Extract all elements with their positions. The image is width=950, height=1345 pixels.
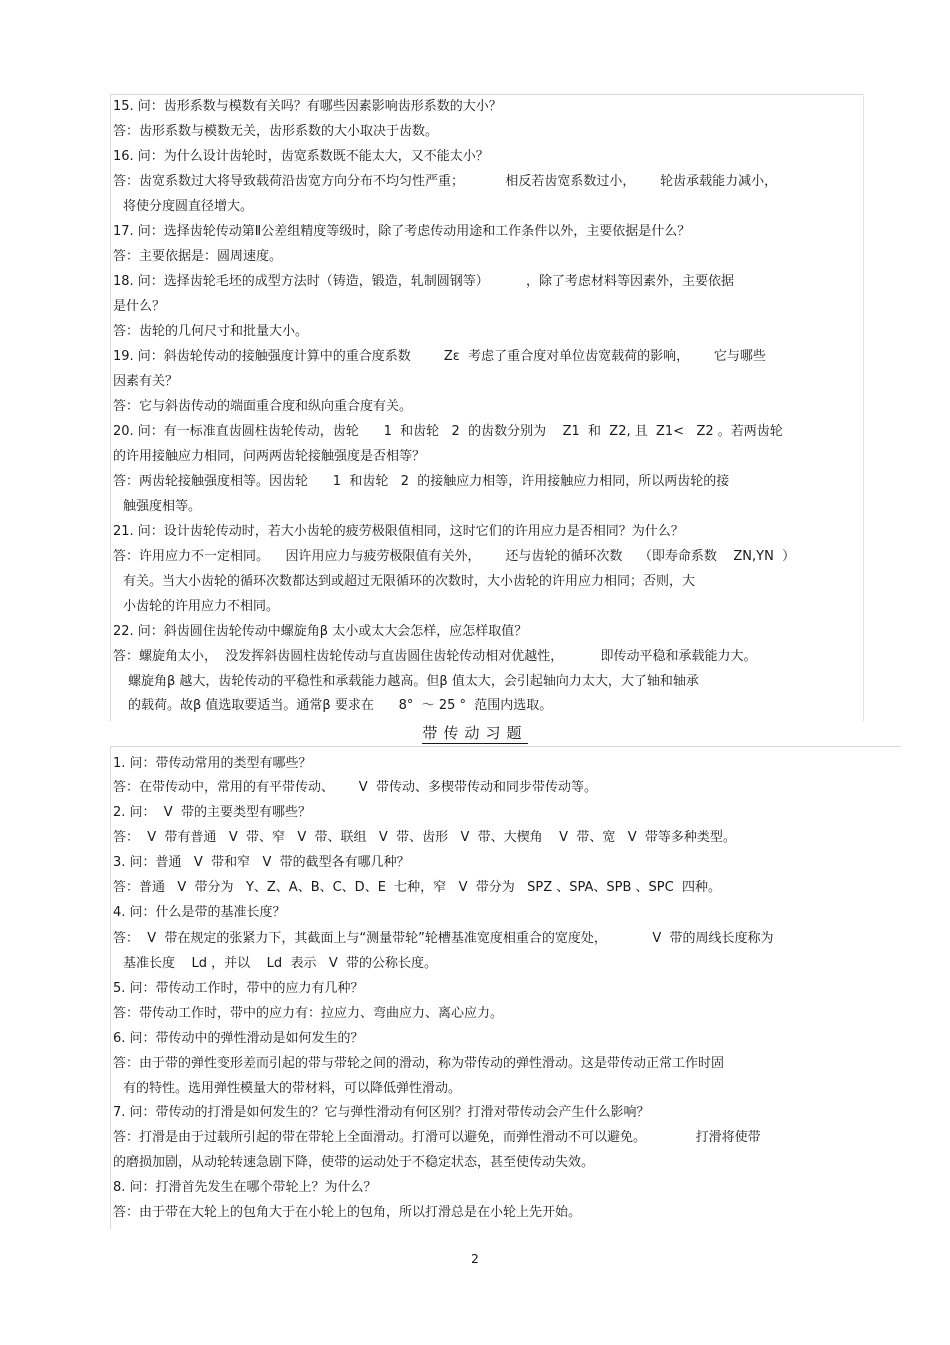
- question-line: 6. 问：带传动中的弹性滑动是如何发生的？: [113, 1031, 364, 1046]
- question-line: 5. 问：带传动工作时，带中的应力有几种？: [113, 981, 364, 996]
- answer-line: 答：由于带的弹性变形差而引起的带与带轮之间的滑动，称为带传动的弹性滑动。这是带传动正常工作时固: [113, 1056, 725, 1071]
- answer-line: 答： V 带在规定的张紧力下，其截面上与“测量带轮”轮槽基准宽度相重合的宽度处， V 带的周线长度称为: [113, 931, 774, 946]
- answer-line: 答： V 带有普通 V 带、窄 V 带、联组 V 带、齿形 V 带、大楔角 V 带、宽 V 带等多种类型。: [113, 830, 736, 845]
- answer-line: 答：许用应力不一定相同。 因许用应力与疲劳极限值有关外， 还与齿轮的循环次数 （即寿命系数 ZN,YN ）: [113, 549, 796, 564]
- answer-line: 答：主要依据是：圆周速度。: [113, 249, 283, 264]
- question-line: 1. 问：带传动常用的类型有哪些？: [113, 756, 312, 771]
- question-line: 2. 问： V 带的主要类型有哪些？: [113, 805, 311, 820]
- answer-line: 触强度相等。: [123, 499, 202, 514]
- question-line: 15. 问：齿形系数与模数有关吗？有哪些因素影响齿形系数的大小？: [113, 99, 502, 114]
- answer-line: 答：由于带在大轮上的包角大于在小轮上的包角，所以打滑总是在小轮上先开始。: [113, 1205, 582, 1220]
- answer-line: 的磨损加剧，从动轮转速急剧下降，使带的运动处于不稳定状态，甚至使传动失效。: [113, 1155, 595, 1170]
- question-line: 20. 问：有一标准直齿圆柱齿轮传动，齿轮 1 和齿轮 2 的齿数分别为 Z1 和 Z2, 且 Z1< Z2 。若两齿轮: [113, 424, 783, 439]
- question-line: 16. 问：为什么设计齿轮时，齿宽系数既不能太大，又不能太小？: [113, 149, 489, 164]
- answer-line: 有的特性。选用弹性模量大的带材料，可以降低弹性滑动。: [123, 1081, 462, 1096]
- page-number: 2: [471, 1252, 479, 1266]
- answer-line: 将使分度圆直径增大。: [123, 199, 254, 214]
- question-line: 4. 问：什么是带的基准长度？: [113, 905, 286, 920]
- answer-line: 有关。当大小齿轮的循环次数都达到或超过无限循环的次数时，大小齿轮的许用应力相同；否则，大: [123, 574, 696, 589]
- question-line: 22. 问：斜齿圆住齿轮传动中螺旋角β 太小或太大会怎样，应怎样取值？: [113, 624, 528, 639]
- answer-line: 答：齿形系数与模数无关，齿形系数的大小取决于齿数。: [113, 124, 439, 139]
- question-line: 7. 问：带传动的打滑是如何发生的？它与弹性滑动有何区别？打滑对带传动会产生什么影响？: [113, 1105, 650, 1120]
- answer-line: 答：普通 V 带分为 Y、Z、A、B、C、D、E 七种，窄 V 带分为 SPZ 、SPA、SPB 、SPC 四种。: [113, 880, 721, 895]
- question-line: 19. 问：斜齿轮传动的接触强度计算中的重合度系数 Zε 考虑了重合度对单位齿宽载荷的影响， 它与哪些: [113, 349, 766, 364]
- section-title: [0, 722, 950, 743]
- answer-line: 答：齿宽系数过大将导致载荷沿齿宽方向分布不均匀性严重； 相反若齿宽系数过小， 轮齿承载能力减小，: [113, 174, 778, 189]
- answer-line: 基准长度 Ld ，并以 Ld 表示 V 带的公称长度。: [123, 956, 437, 971]
- answer-line: 螺旋角β 越大，齿轮传动的平稳性和承载能力越高。但β 值太大，会引起轴向力太大，大了轴和轴承: [128, 674, 699, 689]
- question-line: 的许用接触应力相同，问两两齿轮接触强度是否相等？: [113, 449, 426, 464]
- answer-line: 答：在带传动中，常用的有平带传动、 V 带传动、多楔带传动和同步带传动等。: [113, 780, 597, 795]
- answer-line: 的载荷。故β 值选取要适当。通常β 要求在 8° ～ 25 ° 范围内选取。: [128, 698, 553, 713]
- answer-line: 答：带传动工作时，带中的应力有：拉应力、弯曲应力、离心应力。: [113, 1006, 504, 1021]
- question-line: 18. 问：选择齿轮毛坯的成型方法时（铸造，锻造，轧制圆钢等） ，除了考虑材料等因素外，主要依据: [113, 274, 734, 289]
- section-title-text: 带传动习题: [422, 724, 528, 742]
- question-line: 3. 问：普通 V 带和窄 V 带的截型各有哪几种？: [113, 855, 410, 870]
- question-line: 因素有关？: [113, 374, 179, 389]
- answer-line: 答：螺旋角太小， 没发挥斜齿圆柱齿轮传动与直齿圆住齿轮传动相对优越性， 即传动平稳和承载能力大。: [113, 649, 757, 664]
- answer-line: 答：打滑是由于过载所引起的带在带轮上全面滑动。打滑可以避免，而弹性滑动不可以避免。 打滑将使带: [113, 1130, 761, 1145]
- question-line: 是什么？: [113, 299, 166, 314]
- question-line: 21. 问：设计齿轮传动时，若大小齿轮的疲劳极限值相同，这时它们的许用应力是否相同？为什么？: [113, 524, 684, 539]
- answer-line: 小齿轮的许用应力不相同。: [123, 599, 280, 614]
- answer-line: 答：两齿轮接触强度相等。因齿轮 1 和齿轮 2 的接触应力相等，许用接触应力相同，所以两齿轮的接: [113, 474, 730, 489]
- question-line: 8. 问：打滑首先发生在哪个带轮上？为什么？: [113, 1180, 377, 1195]
- question-line: 17. 问：选择齿轮传动第Ⅱ公差组精度等级时，除了考虑传动用途和工作条件以外，主要依据是什么？: [113, 224, 691, 239]
- answer-line: 答：齿轮的几何尺寸和批量大小。: [113, 324, 309, 339]
- answer-line: 答：它与斜齿传动的端面重合度和纵向重合度有关。: [113, 399, 413, 414]
